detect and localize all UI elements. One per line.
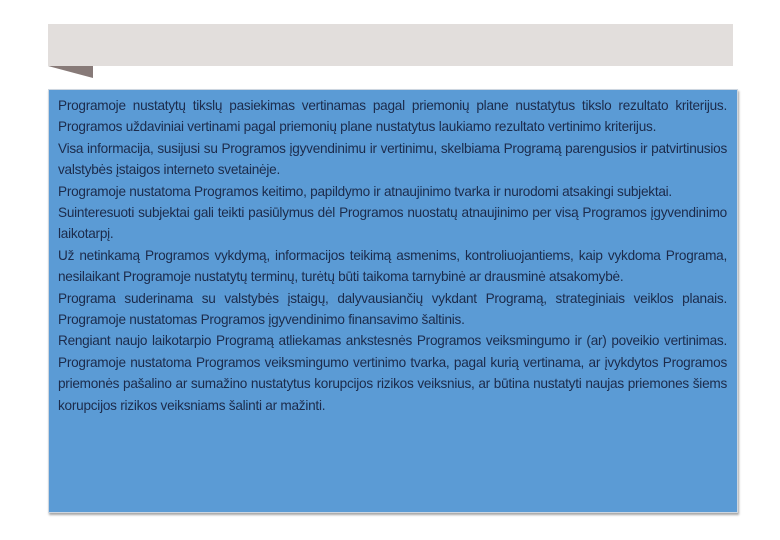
paragraph: Suinteresuoti subjektai gali teikti pasiūlymus dėl Programos nuostatų atnaujinimo per visą Programos įgyvendinimo laikotarpį. bbox=[58, 205, 727, 242]
content-box bbox=[48, 89, 738, 513]
paragraph: Visa informacija, susijusi su Programos įgyvendinimu ir vertinimu, skelbiama Programą parengusios ir patvirtinusios valstybės įstaigos interneto svetainėje. bbox=[58, 140, 727, 178]
slide-title-bar bbox=[48, 24, 733, 66]
paragraph: Programoje nustatytų tikslų pasiekimas vertinamas pagal priemonių plane nustatytus tikslo rezultato kriterijus. Programos uždaviniai vertinami pagal priemonių plane nustatytus laukiamo rezultato vertinimo kriterijus. bbox=[58, 98, 727, 135]
paragraph: Programoje nustatoma Programos keitimo, papildymo ir atnaujinimo tvarka ir nurodomi atsakingi subjektai. bbox=[58, 183, 672, 199]
title-fold-decoration bbox=[48, 66, 93, 78]
paragraph: Rengiant naujo laikotarpio Programą atliekamas ankstesnės Programos veiksmingumo ir (ar) poveikio vertinimas. Programoje nustatoma Programos veiksmingumo vertinimo tvarka, pagal kurią vertinama, ar įvykdytos Programos priemonės pašalino ar sumažino nustatytus korupcijos rizikos veiksnius, ar būtina nustatyti naujas priemones šiems korupcijos rizikos veiksniams šalinti ar mažinti. bbox=[58, 333, 727, 413]
paragraph: Už netinkamą Programos vykdymą, informacijos teikimą asmenims, kontroliuojantiems, kaip vykdoma Programa, nesilaikant Programoje nustatytų terminų, turėtų būti taikoma tarnybinė ar drausminė atsakomybė. bbox=[58, 247, 727, 285]
paragraph: Programa suderinama su valstybės įstaigų, dalyvausiančių vykdant Programą, strateginiais veiklos planais. Programoje nustatomas Programos įgyvendinimo finansavimo šaltinis. bbox=[58, 290, 727, 328]
